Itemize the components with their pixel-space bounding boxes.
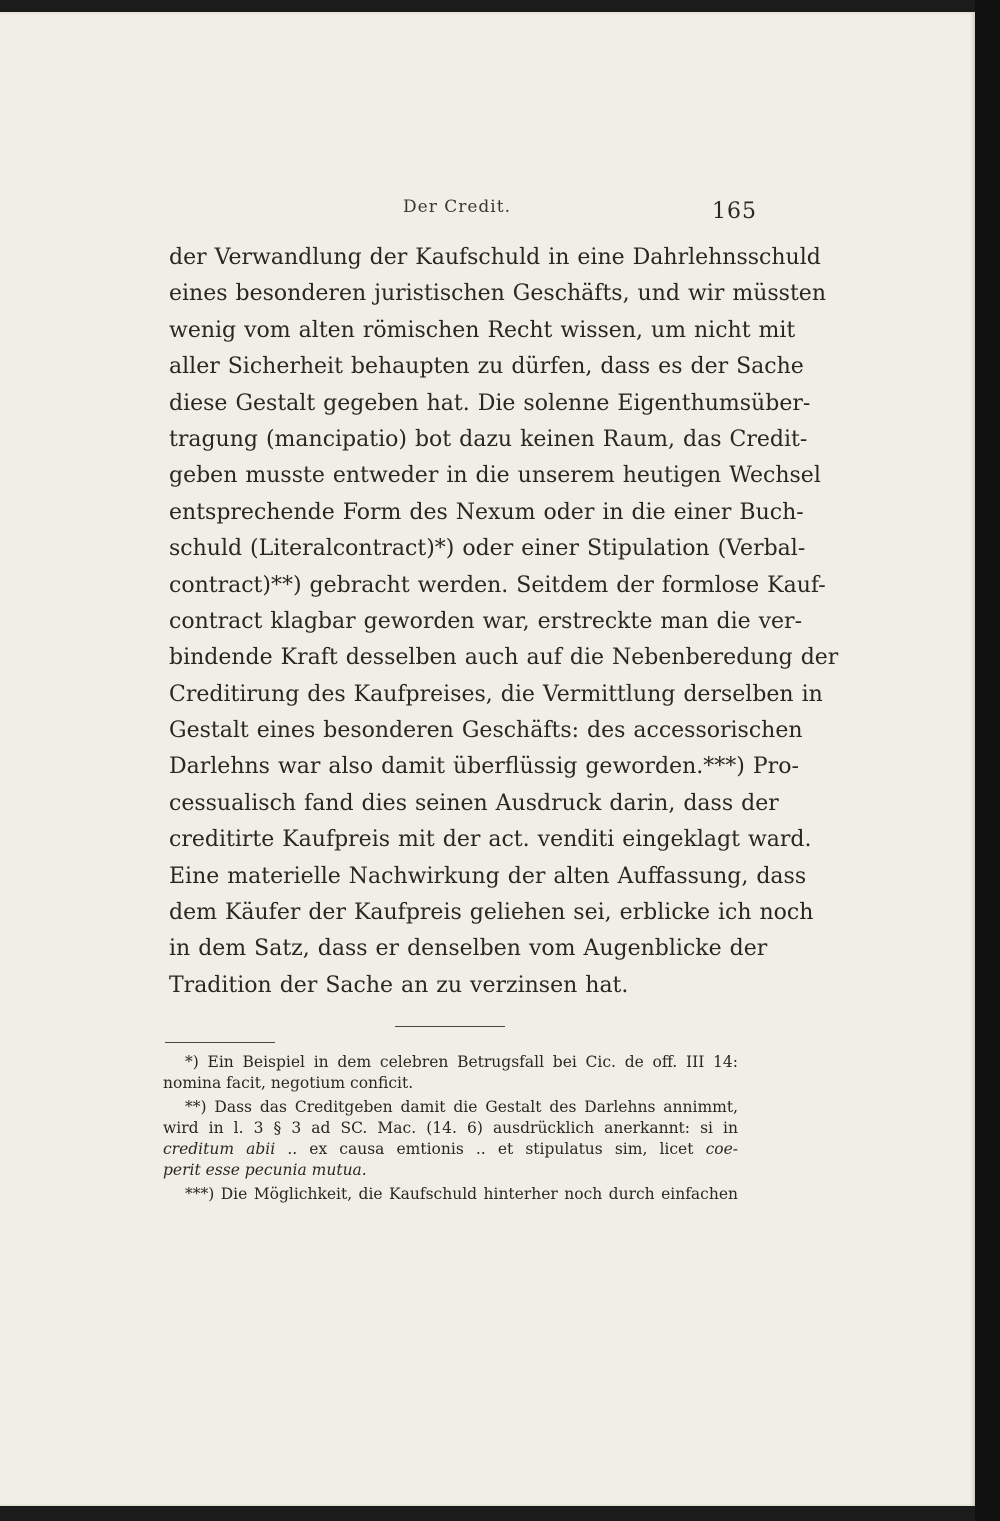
body-line: Darlehns war also damit überflüssig geworden.***) Pro- bbox=[169, 754, 799, 780]
body-line: schuld (Literalcontract)*) oder einer Stipulation (Verbal- bbox=[169, 536, 806, 562]
chapter-title: Der Credit. bbox=[403, 197, 511, 217]
body-line: aller Sicherheit behaupten zu dürfen, dass es der Sache bbox=[169, 354, 804, 380]
body-line: Creditirung des Kaufpreises, die Vermittlung derselben in bbox=[169, 681, 823, 707]
footnote-italic: creditum abii bbox=[163, 1140, 276, 1159]
body-line: Tradition der Sache an zu verzinsen hat. bbox=[169, 972, 629, 998]
footnote-italic: coe- bbox=[705, 1140, 738, 1159]
footnote-text: .. ex causa emtionis .. et stipulatus sim, licet bbox=[275, 1140, 706, 1159]
footnote-line: *) Ein Beispiel in dem celebren Betrugsfall bei Cic. de off. III 14: bbox=[185, 1053, 738, 1071]
body-line: geben musste entweder in die unserem heutigen Wechsel bbox=[169, 463, 821, 489]
body-line: diese Gestalt gegeben hat. Die solenne Eigenthumsüber- bbox=[169, 390, 811, 416]
footnote-line: nomina facit, negotium conficit. bbox=[163, 1074, 414, 1093]
footnote-line: **) Dass das Creditgeben damit die Gestalt des Darlehns annimmt, bbox=[185, 1097, 738, 1116]
body-line: creditirte Kaufpreis mit der act. venditi eingeklagt ward. bbox=[169, 827, 812, 853]
running-head bbox=[0, 187, 975, 227]
body-line: Gestalt eines besonderen Geschäfts: des accessorischen bbox=[169, 718, 803, 744]
body-line: in dem Satz, dass er denselben vom Augenblicke der bbox=[169, 936, 768, 962]
body-line: wenig vom alten römischen Recht wissen, um nicht mit bbox=[169, 317, 796, 343]
body-line: der Verwandlung der Kaufschuld in eine Dahrlehnsschuld bbox=[169, 245, 821, 270]
body-line: eines besonderen juristischen Geschäfts, und wir müssten bbox=[169, 281, 826, 307]
body-line: tragung (mancipatio) bot dazu keinen Raum, das Credit- bbox=[169, 426, 808, 452]
body-line: Eine materielle Nachwirkung der alten Auffassung, dass bbox=[169, 863, 807, 889]
scan-border bbox=[975, 0, 1000, 1521]
body-text bbox=[169, 240, 839, 1004]
footnote-rule bbox=[165, 1042, 275, 1043]
footnote-line bbox=[163, 1139, 738, 1160]
footnote-line: wird in l. 3 § 3 ad SC. Mac. (14. 6) ausdrücklich anerkannt: si in bbox=[163, 1118, 738, 1137]
footnote-line: perit esse pecunia mutua. bbox=[163, 1161, 367, 1180]
footnote-line: ***) Die Möglichkeit, die Kaufschuld hinterher noch durch einfachen bbox=[185, 1184, 738, 1203]
body-line: bindende Kraft desselben auch auf die Nebenberedung der bbox=[169, 645, 839, 671]
body-line: contract)**) gebracht werden. Seitdem der formlose Kauf- bbox=[169, 572, 826, 598]
footnote-1 bbox=[163, 1052, 738, 1095]
footnote-3 bbox=[163, 1184, 738, 1205]
body-line: dem Käufer der Kaufpreis geliehen sei, erblicke ich noch bbox=[169, 900, 814, 926]
body-line: cessualisch fand dies seinen Ausdruck darin, dass der bbox=[169, 790, 779, 816]
footnotes bbox=[163, 1052, 738, 1205]
body-line: contract klagbar geworden war, erstreckte man die ver- bbox=[169, 608, 803, 634]
book-page bbox=[0, 12, 975, 1506]
footnote-2 bbox=[163, 1097, 738, 1182]
section-divider bbox=[395, 1026, 505, 1027]
page-number: 165 bbox=[712, 199, 757, 224]
body-line: entsprechende Form des Nexum oder in die einer Buch- bbox=[169, 499, 804, 525]
